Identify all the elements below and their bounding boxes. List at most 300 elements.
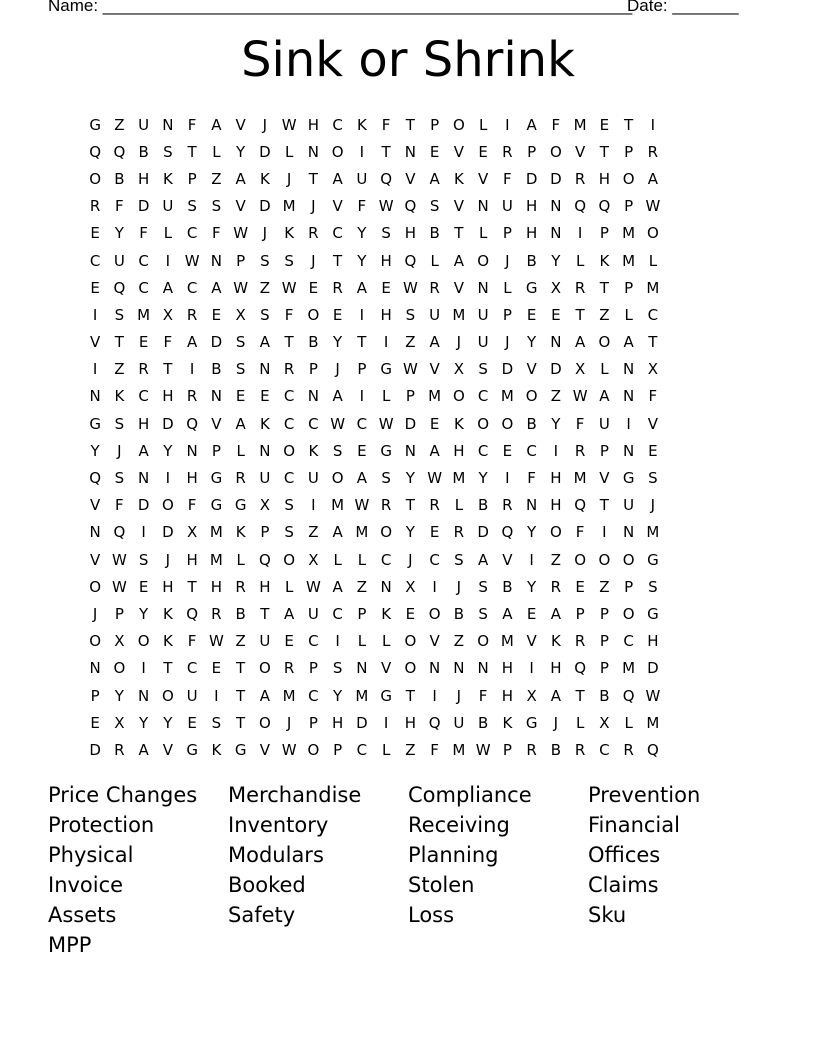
grid-letter: Z [550,550,562,569]
grid-letter: D [259,197,271,216]
grid-letter: D [89,740,101,759]
grid-letter: L [478,115,488,134]
grid-letter: W [572,387,588,406]
grid-letter: G [210,496,223,515]
grid-letter: R [502,142,513,161]
grid-letter: H [550,496,562,515]
grid-letter: P [333,740,343,759]
grid-letter: Q [258,550,271,569]
grid-letter: I [626,414,631,433]
grid-letter: O [113,659,126,678]
grid-letter: N [307,387,319,406]
grid-letter: M [500,387,514,406]
grid-letter: L [236,441,245,460]
grid-row [83,111,738,138]
grid-letter: O [307,305,320,324]
grid-letter: C [138,278,149,297]
grid-letter: A [526,115,537,134]
grid-letter: O [161,686,174,705]
grid-letter: U [477,333,489,352]
grid-letter: S [235,360,246,379]
grid-letter: P [187,169,197,188]
grid-letter: H [380,251,392,270]
grid-letter: W [233,224,249,243]
grid-letter: L [381,632,391,651]
grid-row [83,329,738,356]
grid-letter: O [258,659,271,678]
grid-letter: N [89,387,101,406]
grid-letter: F [503,169,512,188]
grid-row [83,573,738,600]
grid-row [83,356,738,383]
grid-row [83,220,738,247]
grid-letter: O [452,387,465,406]
grid-letter: I [553,441,559,460]
grid-letter: K [502,713,513,732]
grid-letter: R [211,604,222,623]
grid-letter: I [359,305,365,324]
grid-letter: C [526,441,537,460]
grid-letter: L [624,305,633,324]
grid-letter: W [402,360,418,379]
grid-letter: H [210,577,223,596]
grid-letter: F [478,686,488,705]
grid-letter: J [408,550,413,569]
grid-letter: S [138,550,149,569]
grid-letter: Y [90,441,100,460]
grid-letter: L [163,224,173,243]
grid-letter: R [235,469,246,488]
grid-letter: L [454,496,464,515]
grid-letter: W [305,577,321,596]
grid-letter: K [356,115,367,134]
grid-letter: Z [114,360,125,379]
grid-letter: B [308,333,319,352]
grid-letter: C [89,251,101,270]
grid-letter: Q [186,604,199,623]
grid-letter: V [453,142,464,161]
grid-letter: C [283,414,295,433]
grid-letter: S [163,142,173,161]
word-list-item: Sku [588,903,627,927]
grid-letter: S [284,496,294,515]
grid-letter: V [599,469,610,488]
grid-letter: B [429,224,440,243]
grid-letter: C [138,251,149,270]
word-list [48,780,768,960]
grid-letter: S [429,197,440,216]
grid-letter: C [380,550,392,569]
grid-letter: V [162,740,173,759]
grid-letter: E [260,387,270,406]
grid-letter: M [137,305,151,324]
grid-letter: C [308,414,319,433]
grid-letter: L [624,713,633,732]
grid-letter: A [138,441,149,460]
grid-letter: L [284,142,294,161]
grid-letter: M [428,387,442,406]
grid-letter: K [162,632,173,651]
grid-letter: I [432,577,437,596]
grid-letter: D [162,523,174,542]
grid-letter: V [477,169,489,188]
grid-letter: V [235,197,246,216]
grid-letter: A [259,686,270,705]
grid-letter: F [187,496,197,515]
grid-letter: V [526,360,537,379]
grid-letter: Z [211,169,222,188]
grid-letter: N [477,278,489,297]
grid-letter: P [308,713,318,732]
grid-letter: A [453,251,464,270]
grid-row [83,492,738,519]
grid-letter: P [624,278,634,297]
grid-letter: N [526,496,538,515]
grid-letter: L [284,577,294,596]
grid-letter: A [138,740,149,759]
grid-letter: G [647,604,659,623]
grid-letter: U [162,197,174,216]
grid-letter: Y [357,251,367,270]
grid-letter: T [333,251,343,270]
word-list-item: Merchandise [228,783,362,807]
grid-letter: W [111,577,127,596]
grid-letter: Z [114,115,125,134]
grid-letter: F [551,115,561,134]
grid-letter: I [165,469,171,488]
grid-letter: J [165,550,171,569]
grid-letter: J [553,713,559,732]
grid-letter: V [89,333,101,352]
grid-row [83,410,738,437]
grid-letter: K [308,441,319,460]
grid-letter: S [478,577,488,596]
grid-letter: N [404,142,416,161]
grid-letter: I [650,115,656,134]
grid-letter: R [526,740,537,759]
grid-letter: Y [405,523,415,542]
grid-row [83,736,738,763]
grid-letter: I [383,713,389,732]
grid-letter: O [549,523,562,542]
grid-letter: D [404,414,417,433]
grid-letter: U [138,115,150,134]
grid-letter: V [380,659,392,678]
grid-letter: D [525,169,538,188]
grid-letter: T [114,333,124,352]
grid-letter: T [163,360,173,379]
grid-letter: B [114,169,125,188]
grid-letter: I [92,305,98,324]
grid-letter: R [186,305,198,324]
grid-letter: V [429,360,440,379]
grid-letter: E [357,441,367,460]
grid-letter: X [453,360,465,379]
grid-letter: N [623,387,635,406]
grid-letter: P [357,604,367,623]
grid-letter: C [356,414,368,433]
grid-letter: L [575,251,585,270]
grid-letter: J [117,441,122,460]
grid-letter: M [646,523,660,542]
grid-letter: O [307,740,320,759]
grid-letter: O [477,251,490,270]
grid-letter: K [162,169,173,188]
grid-letter: K [599,251,610,270]
grid-letter: L [236,550,245,569]
grid-letter: U [356,169,368,188]
grid-letter: Q [574,496,587,515]
grid-letter: J [505,333,510,352]
grid-letter: X [308,550,319,569]
grid-letter: P [211,441,221,460]
grid-letter: R [380,496,392,515]
grid-letter: F [187,632,197,651]
grid-letter: B [235,604,246,623]
grid-letter: P [575,604,585,623]
grid-letter: D [162,414,174,433]
grid-row [83,546,738,573]
grid-letter: V [89,496,101,515]
grid-letter: W [378,414,394,433]
grid-letter: O [574,550,587,569]
letter-grid [83,111,738,764]
grid-letter: I [383,333,389,352]
grid-letter: P [527,142,537,161]
grid-letter: W [475,740,491,759]
grid-letter: E [599,115,610,134]
grid-letter: Z [235,632,246,651]
grid-letter: W [354,496,370,515]
grid-letter: I [141,523,146,542]
grid-letter: A [623,333,634,352]
grid-letter: I [189,360,195,379]
grid-letter: H [259,577,271,596]
grid-letter: Z [259,278,271,297]
grid-letter: O [89,577,102,596]
grid-letter: E [429,523,440,542]
grid-letter: S [478,360,488,379]
word-list-item: Inventory [228,813,329,837]
grid-letter: O [404,659,417,678]
grid-letter: V [259,740,270,759]
grid-letter: Y [333,333,343,352]
grid-letter: C [477,441,489,460]
grid-letter: O [89,169,102,188]
grid-letter: O [258,713,271,732]
grid-letter: A [211,115,222,134]
grid-letter: E [235,387,246,406]
grid-letter: G [210,469,223,488]
grid-letter: B [453,604,465,623]
grid-letter: N [404,441,416,460]
grid-letter: H [162,387,174,406]
grid-letter: R [574,632,586,651]
grid-letter: P [430,115,440,134]
grid-letter: J [456,577,462,596]
grid-letter: J [311,197,316,216]
grid-letter: F [187,115,197,134]
grid-letter: S [648,469,658,488]
grid-letter: O [380,523,393,542]
grid-letter: T [454,224,464,243]
grid-letter: W [378,197,394,216]
grid-letter: C [356,740,368,759]
grid-letter: E [90,224,100,243]
grid-letter: J [335,360,340,379]
grid-letter: Y [114,686,124,705]
grid-letter: Y [139,713,149,732]
grid-letter: W [281,115,297,134]
grid-letter: L [478,224,488,243]
grid-letter: A [162,278,173,297]
grid-letter: D [501,360,514,379]
grid-letter: Z [453,632,465,651]
grid-letter: O [283,441,296,460]
grid-letter: Z [405,333,416,352]
grid-letter: T [405,115,415,134]
grid-letter: F [163,333,173,352]
grid-letter: X [405,577,416,596]
grid-letter: P [260,523,270,542]
grid-row [83,464,738,491]
grid-letter: D [647,659,659,678]
grid-letter: Z [356,577,368,596]
grid-letter: L [381,387,391,406]
grid-letter: H [380,305,392,324]
grid-letter: L [430,251,439,270]
grid-letter: P [599,604,609,623]
grid-letter: N [623,360,635,379]
grid-letter: Z [599,305,610,324]
grid-letter: K [211,740,222,759]
grid-letter: R [89,197,101,216]
grid-letter: U [307,469,319,488]
grid-letter: N [380,577,392,596]
grid-letter: U [501,197,513,216]
grid-row [83,600,738,627]
grid-letter: M [622,224,636,243]
grid-letter: D [477,523,489,542]
grid-letter: M [331,496,345,515]
grid-letter: Q [113,142,126,161]
grid-letter: S [211,197,222,216]
grid-letter: L [575,713,585,732]
grid-letter: N [477,197,489,216]
grid-letter: C [332,115,343,134]
grid-letter: J [92,604,98,623]
grid-letter: X [259,496,271,515]
grid-letter: H [550,659,562,678]
grid-letter: K [259,169,270,188]
grid-letter: O [452,115,465,134]
grid-letter: T [260,604,270,623]
grid-letter: R [308,224,319,243]
grid-row [83,682,738,709]
grid-letter: A [356,469,367,488]
grid-letter: J [311,251,316,270]
grid-letter: M [573,469,587,488]
grid-letter: M [209,523,223,542]
grid-letter: S [187,197,197,216]
grid-letter: H [137,414,150,433]
grid-letter: Z [308,523,319,542]
grid-letter: P [599,224,609,243]
grid-letter: Q [622,686,635,705]
grid-letter: T [599,278,609,297]
grid-letter: I [335,632,340,651]
grid-letter: U [186,686,198,705]
grid-letter: R [574,740,586,759]
grid-letter: S [381,224,391,243]
grid-letter: P [624,197,634,216]
grid-letter: T [284,333,294,352]
grid-letter: P [599,441,609,460]
grid-letter: W [281,740,297,759]
grid-letter: E [429,414,440,433]
grid-row [83,301,738,328]
grid-letter: U [453,713,465,732]
grid-letter: B [211,360,222,379]
grid-letter: C [599,740,610,759]
grid-letter: F [575,414,585,433]
grid-letter: O [598,333,611,352]
grid-letter: V [574,142,586,161]
grid-letter: G [525,713,538,732]
grid-letter: L [648,251,658,270]
grid-letter: Y [139,604,149,623]
grid-letter: A [429,441,440,460]
grid-letter: E [90,278,100,297]
grid-letter: R [453,523,465,542]
grid-letter: E [211,659,222,678]
grid-letter: Q [89,469,102,488]
grid-letter: H [453,441,465,460]
grid-letter: J [505,251,510,270]
grid-row [83,655,738,682]
grid-letter: J [650,496,656,515]
grid-letter: C [332,604,343,623]
grid-letter: W [281,278,297,297]
grid-letter: J [286,713,292,732]
grid-row [83,519,738,546]
grid-letter: Z [550,387,562,406]
grid-letter: L [333,550,342,569]
grid-letter: O [404,632,417,651]
word-list-item: Safety [228,903,296,927]
grid-letter: E [332,305,343,324]
grid-letter: R [332,278,343,297]
grid-letter: M [573,115,587,134]
grid-letter: Q [404,197,417,216]
grid-letter: S [235,333,246,352]
word-list-item: Financial [588,813,680,837]
grid-letter: H [501,659,514,678]
grid-letter: T [405,496,415,515]
grid-letter: I [505,469,510,488]
grid-letter: P [90,686,100,705]
grid-letter: Y [527,523,537,542]
grid-letter: B [502,577,513,596]
grid-letter: S [114,305,125,324]
grid-letter: Q [574,197,587,216]
grid-letter: A [550,604,561,623]
grid-row [83,274,738,301]
grid-letter: P [405,387,415,406]
grid-letter: F [575,523,585,542]
grid-letter: T [163,659,173,678]
grid-letter: V [235,115,246,134]
